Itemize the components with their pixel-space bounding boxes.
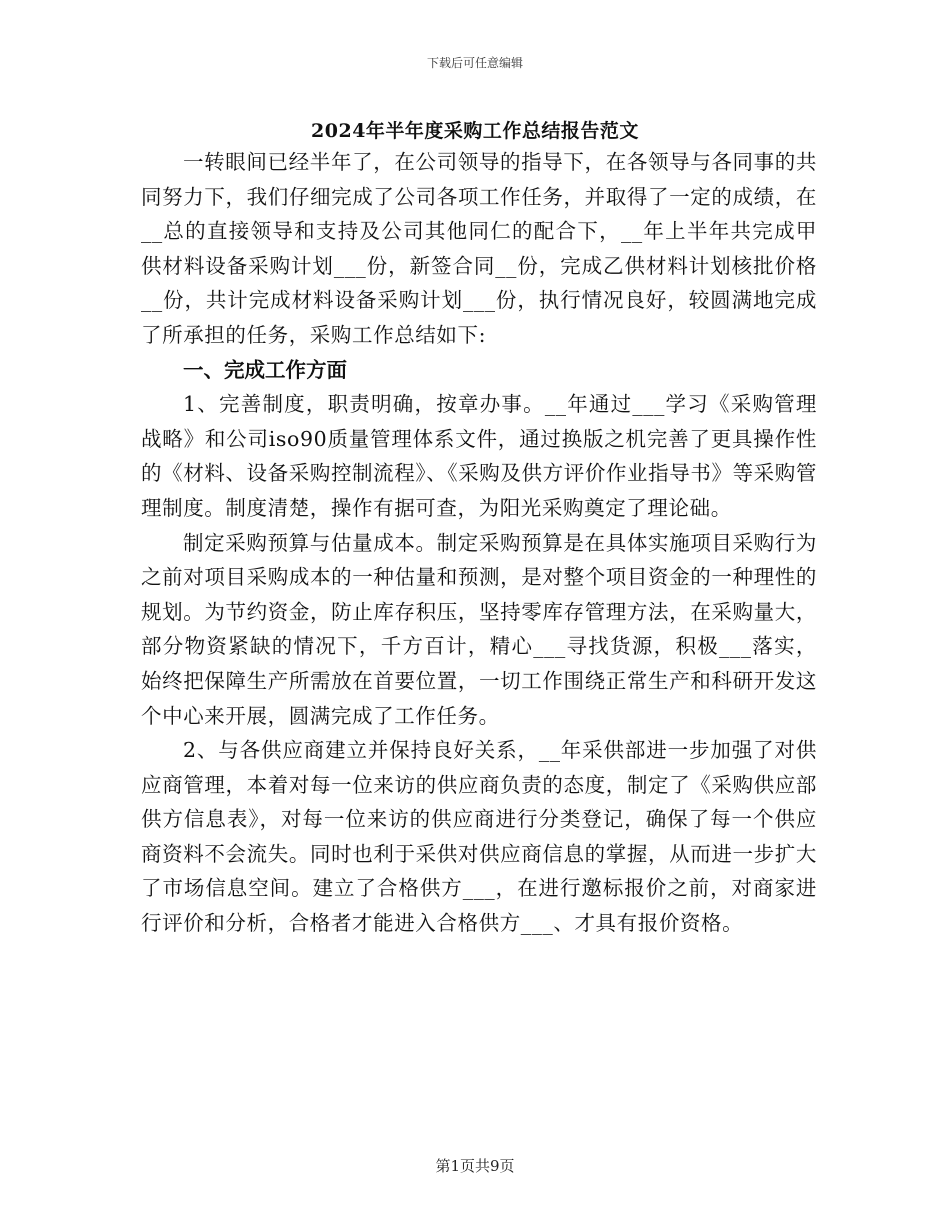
document-body (141, 145, 817, 941)
page-number: 第1页共9页 (435, 1157, 515, 1175)
header-note: 下载后可任意编辑 (426, 56, 523, 70)
section-heading: 一、完成工作方面 (183, 357, 347, 382)
intro-paragraph: 一转眼间已经半年了，在公司领导的指导下，在各领导与各同事的共同努力下，我们仔细完成了公司各项工作任务，并取得了一定的成绩，在__总的直接领导和支持及公司其他同仁的配合下，__年上半年共完成甲供材料设备采购计划___份，新签合同__份，完成乙供材料计划核批价格__份，共计完成材料设备采购计划___份，执行情况良好，较圆满地完成了所承担的任务，采购工作总结如下: (141, 150, 817, 347)
document-title: 2024年半年度采购工作总结报告范文 (311, 120, 639, 142)
paragraph-1: 1、完善制度，职责明确，按章办事。__年通过___学习《采购管理战略》和公司iso90质量管理体系文件，通过换版之机完善了更具操作性的《材料、设备采购控制流程》、《采购及供方评价作业指导书》等采购管理制度。制度清楚，操作有据可查，为阳光采购奠定了理论础。 (141, 392, 817, 520)
paragraph-2: 制定采购预算与估量成本。制定采购预算是在具体实施项目采购行为之前对项目采购成本的一种估量和预测，是对整个项目资金的一种理性的规划。为节约资金，防止库存积压，坚持零库存管理方法，在采购量大，部分物资紧缺的情况下，千方百计，精心___寻找货源，积极___落实，始终把保障生产所需放在首要位置，一切工作围绕正常生产和科研开发这个中心来开展，圆满完成了工作任务。 (141, 530, 817, 728)
paragraph-3: 2、与各供应商建立并保持良好关系，__年采供部进一步加强了对供应商管理，本着对每一位来访的供应商负责的态度，制定了《采购供应部供方信息表》，对每一位来访的供应商进行分类登记，确保了每一个供应商资料不会流失。同时也利于采供对供应商信息的掌握，从而进一步扩大了市场信息空间。建立了合格供方___，在进行邀标报价之前，对商家进行评价和分析，合格者才能进入合格供方___、才具有报价资格。 (141, 738, 817, 936)
